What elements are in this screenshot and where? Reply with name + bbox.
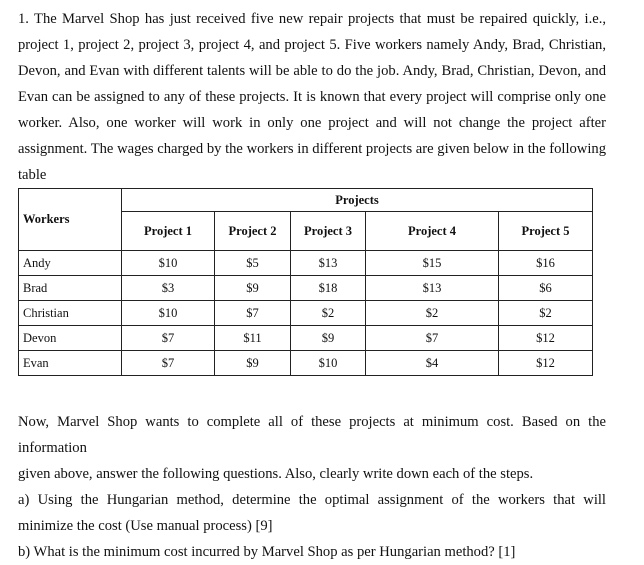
cost-cell: $3	[122, 276, 215, 301]
worker-name: Christian	[19, 301, 122, 326]
statement-line: project 1, project 2, project 3, project 4, and project 5. Five workers namely Andy, Brad, Christian,	[18, 37, 606, 53]
cost-cell: $7	[215, 301, 291, 326]
column-header: Project 1	[122, 212, 215, 251]
cost-cell: $11	[215, 326, 291, 351]
statement-line: Evan can be assigned to any of these projects. It is known that every project will comprise only one	[18, 89, 606, 105]
problem-statement	[18, 6, 606, 188]
table-row	[19, 276, 593, 301]
cost-table	[18, 188, 593, 376]
cost-cell: $12	[499, 326, 593, 351]
cost-cell: $7	[366, 326, 499, 351]
cost-cell: $18	[291, 276, 366, 301]
column-header: Project 2	[215, 212, 291, 251]
cost-cell: $12	[499, 351, 593, 376]
column-header: Project 3	[291, 212, 366, 251]
statement-line: 1. The Marvel Shop has just received five new repair projects that must be repaired quickly, i.e.,	[18, 11, 606, 27]
cost-cell: $2	[366, 301, 499, 326]
projects-header: Projects	[122, 189, 593, 212]
cost-cell: $9	[215, 276, 291, 301]
column-header: Project 4	[366, 212, 499, 251]
statement-line: Devon, and Evan with different talents will be able to do the job. Andy, Brad, Christian, Devon, and	[18, 63, 606, 79]
cost-cell: $4	[366, 351, 499, 376]
statement-line: assignment. The wages charged by the workers in different projects are given below in the following	[18, 141, 606, 157]
cost-cell: $9	[215, 351, 291, 376]
cost-cell: $6	[499, 276, 593, 301]
cost-cell: $7	[122, 351, 215, 376]
cost-cell: $13	[366, 276, 499, 301]
cost-cell: $10	[122, 301, 215, 326]
question-line: minimize the cost (Use manual process) [9]	[18, 518, 273, 534]
cost-cell: $2	[291, 301, 366, 326]
table-row	[19, 301, 593, 326]
worker-name: Brad	[19, 276, 122, 301]
worker-name: Devon	[19, 326, 122, 351]
cost-cell: $9	[291, 326, 366, 351]
workers-header: Workers	[19, 189, 122, 251]
cost-cell: $13	[291, 251, 366, 276]
cost-cell: $7	[122, 326, 215, 351]
statement-line: worker. Also, one worker will work in only one project and will not change the project after	[18, 115, 606, 131]
cost-cell: $5	[215, 251, 291, 276]
column-header: Project 5	[499, 212, 593, 251]
table-row	[19, 351, 593, 376]
cost-cell: $15	[366, 251, 499, 276]
worker-name: Evan	[19, 351, 122, 376]
question-line: b) What is the minimum cost incurred by Marvel Shop as per Hungarian method? [1]	[18, 544, 516, 560]
question-line: Now, Marvel Shop wants to complete all of these projects at minimum cost. Based on the information	[18, 414, 606, 456]
statement-line: table	[18, 167, 47, 183]
questions	[18, 409, 606, 565]
cost-cell: $2	[499, 301, 593, 326]
cost-cell: $10	[122, 251, 215, 276]
table-row	[19, 326, 593, 351]
question-line: given above, answer the following questions. Also, clearly write down each of the steps.	[18, 466, 534, 482]
cost-cell: $16	[499, 251, 593, 276]
cost-cell: $10	[291, 351, 366, 376]
question-line: a) Using the Hungarian method, determine the optimal assignment of the workers that will	[18, 492, 606, 508]
worker-name: Andy	[19, 251, 122, 276]
table-row	[19, 251, 593, 276]
